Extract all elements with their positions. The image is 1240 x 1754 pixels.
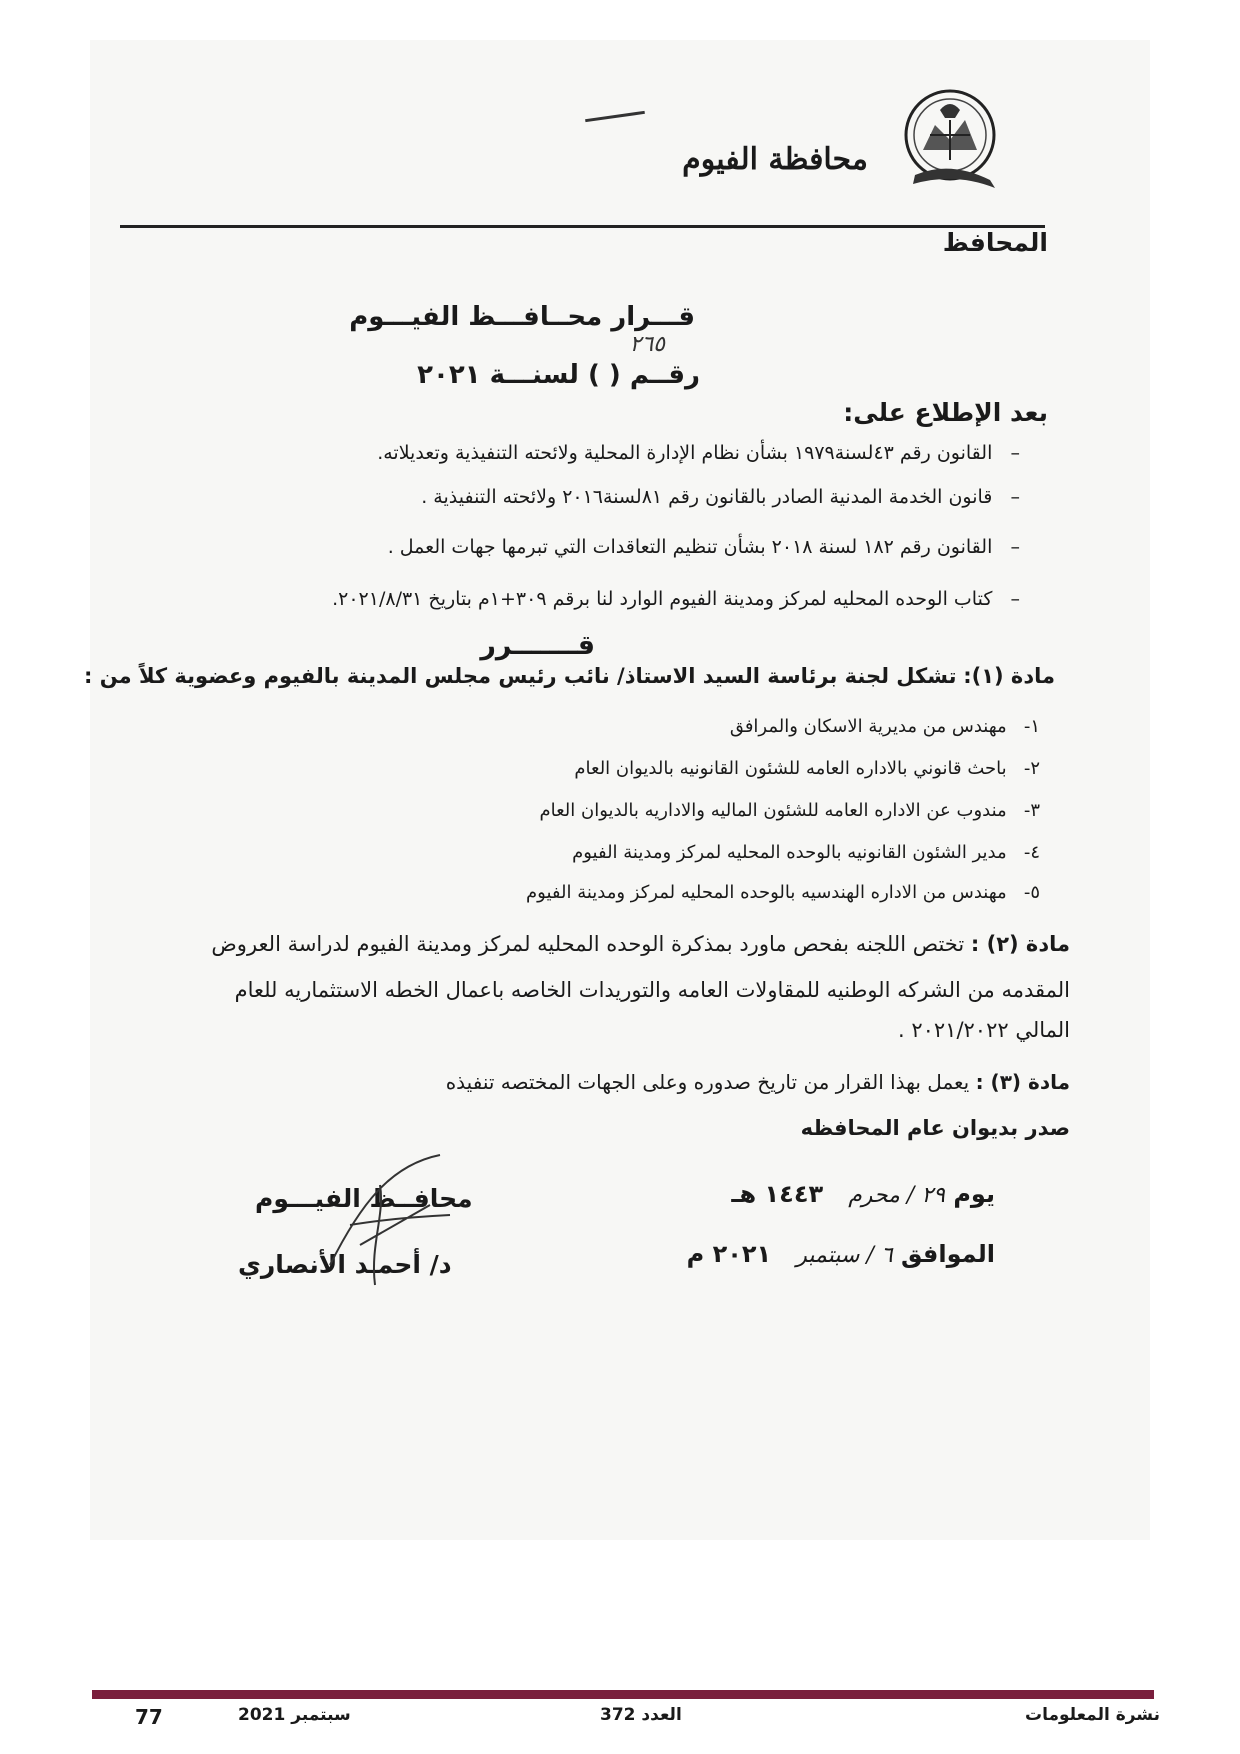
preamble-item-text: كتاب الوحده المحليه لمركز ومدينة الفيوم الوارد لنا برقم ٣٠٩+١م بتاريخ ٢٠٢١/٨/٣١. [332,588,993,610]
dash: – [1010,486,1020,508]
day-label: يوم [953,1180,995,1208]
article-2-line [898,1018,1070,1042]
member-number: ٥- [1023,882,1040,903]
hijri-handwritten: ٢٩ / محرم [848,1183,945,1208]
member-number: ٤- [1023,842,1040,863]
article-text: يعمل بهذا القرار من تاريخ صدوره وعلى الجهات المختصه تنفيذه [445,1070,970,1094]
member-text: باحث قانوني بالاداره العامه للشئون القانونيه بالديوان العام [574,758,1007,779]
governorate-name: محافظة الفيوم [682,142,868,177]
decision-title: قـــرار محــافـــظ الفيـــوم [349,302,695,332]
member-text: مهندس من الاداره الهندسيه بالوحده المحليه لمركز ومدينة الفيوم [526,882,1007,903]
hijri-year: ١٤٤٣ هـ [731,1180,824,1208]
footer-date: سبتمبر 2021 [238,1705,351,1725]
issued-at: صدر بديوان عام المحافظه [800,1116,1070,1140]
preamble-item-text: قانون الخدمة المدنية الصادر بالقانون رقم ٨١لسنة٢٠١٦ ولائحته التنفيذية . [421,486,993,508]
dash: – [1010,442,1020,464]
handwritten-signature-icon [320,1145,470,1295]
header-divider [120,225,1045,228]
signature-title: محافــظ الفيـــوم [255,1184,473,1213]
preamble-item [421,486,1020,508]
member-item [572,842,1040,863]
member-number: ٣- [1023,800,1040,821]
preamble-item [388,536,1020,558]
member-text: مدير الشئون القانونيه بالوحده المحليه لمركز ومدينة الفيوم [572,842,1007,863]
greg-handwritten: ٦ / سبتمبر [796,1243,893,1268]
article-3 [446,1070,1070,1094]
greg-label: الموافق [901,1240,995,1268]
gregorian-date [687,1240,995,1268]
preamble-item-text: القانون رقم ١٨٢ لسنة ٢٠١٨ بشأن تنظيم التعاقدات التي تبرمها جهات العمل . [387,536,993,558]
preamble-heading: بعد الإطلاع على: [843,398,1048,427]
member-text: مهندس من مديرية الاسكان والمرافق [729,716,1007,737]
member-item [539,800,1040,821]
footer-divider [92,1690,1154,1699]
preamble-item [332,588,1020,610]
article-2-line [235,978,1070,1002]
article-label: مادة (١): [963,664,1055,688]
member-text: مندوب عن الاداره العامه للشئون الماليه والاداريه بالديوان العام [539,800,1007,821]
preamble-item-text: القانون رقم ٤٣لسنة١٩٧٩ بشأن نظام الإدارة المحلية ولائحته التنفيذية وتعديلاته. [377,442,993,464]
footer-publication: نشرة المعلومات [1024,1705,1160,1725]
article-text: تشكل لجنة برئاسة السيد الاستاذ/ نائب رئيس مجلس المدينة بالفيوم وعضوية كلاً من : [84,664,957,688]
decision-number-handwritten: ٢٦٥ [629,332,665,357]
dash: – [1010,588,1020,610]
scanned-page [90,40,1150,1540]
article-1 [84,664,1055,688]
office-label: المحافظ [942,228,1048,257]
hijri-date [731,1180,995,1208]
article-label: مادة (٣) : [975,1070,1070,1094]
article-text: تختص اللجنه بفحص ماورد بمذكرة الوحده المحليه لمركز ومدينة الفيوم لدراسة العروض [211,932,965,956]
article-2-line [211,932,1070,956]
article-text: المالي ٢٠٢١/٢٠٢٢ . [897,1018,1070,1042]
member-item [574,758,1040,779]
article-label: مادة (٢) : [970,932,1070,956]
article-text: المقدمه من الشركه الوطنيه للمقاولات العامه والتوريدات الخاصه باعمال الخطه الاستثماريه للعام [234,978,1070,1002]
member-item [730,716,1040,737]
member-number: ١- [1023,716,1040,737]
preamble-item [377,442,1020,464]
dash: – [1010,536,1020,558]
page-number: 77 [135,1705,163,1729]
member-number: ٢- [1023,758,1040,779]
governorate-emblem-icon [895,80,1005,198]
decision-number-year: رقــم ( ) لسنـــة ٢٠٢١ [417,360,700,390]
member-item [526,882,1040,903]
footer-issue: العدد 372 [600,1705,682,1725]
signature-name: د/ أحمـد الأنصاري [238,1250,452,1279]
decision-heading: قـــــــرر [480,630,595,661]
greg-year: ٢٠٢١ م [686,1240,772,1268]
